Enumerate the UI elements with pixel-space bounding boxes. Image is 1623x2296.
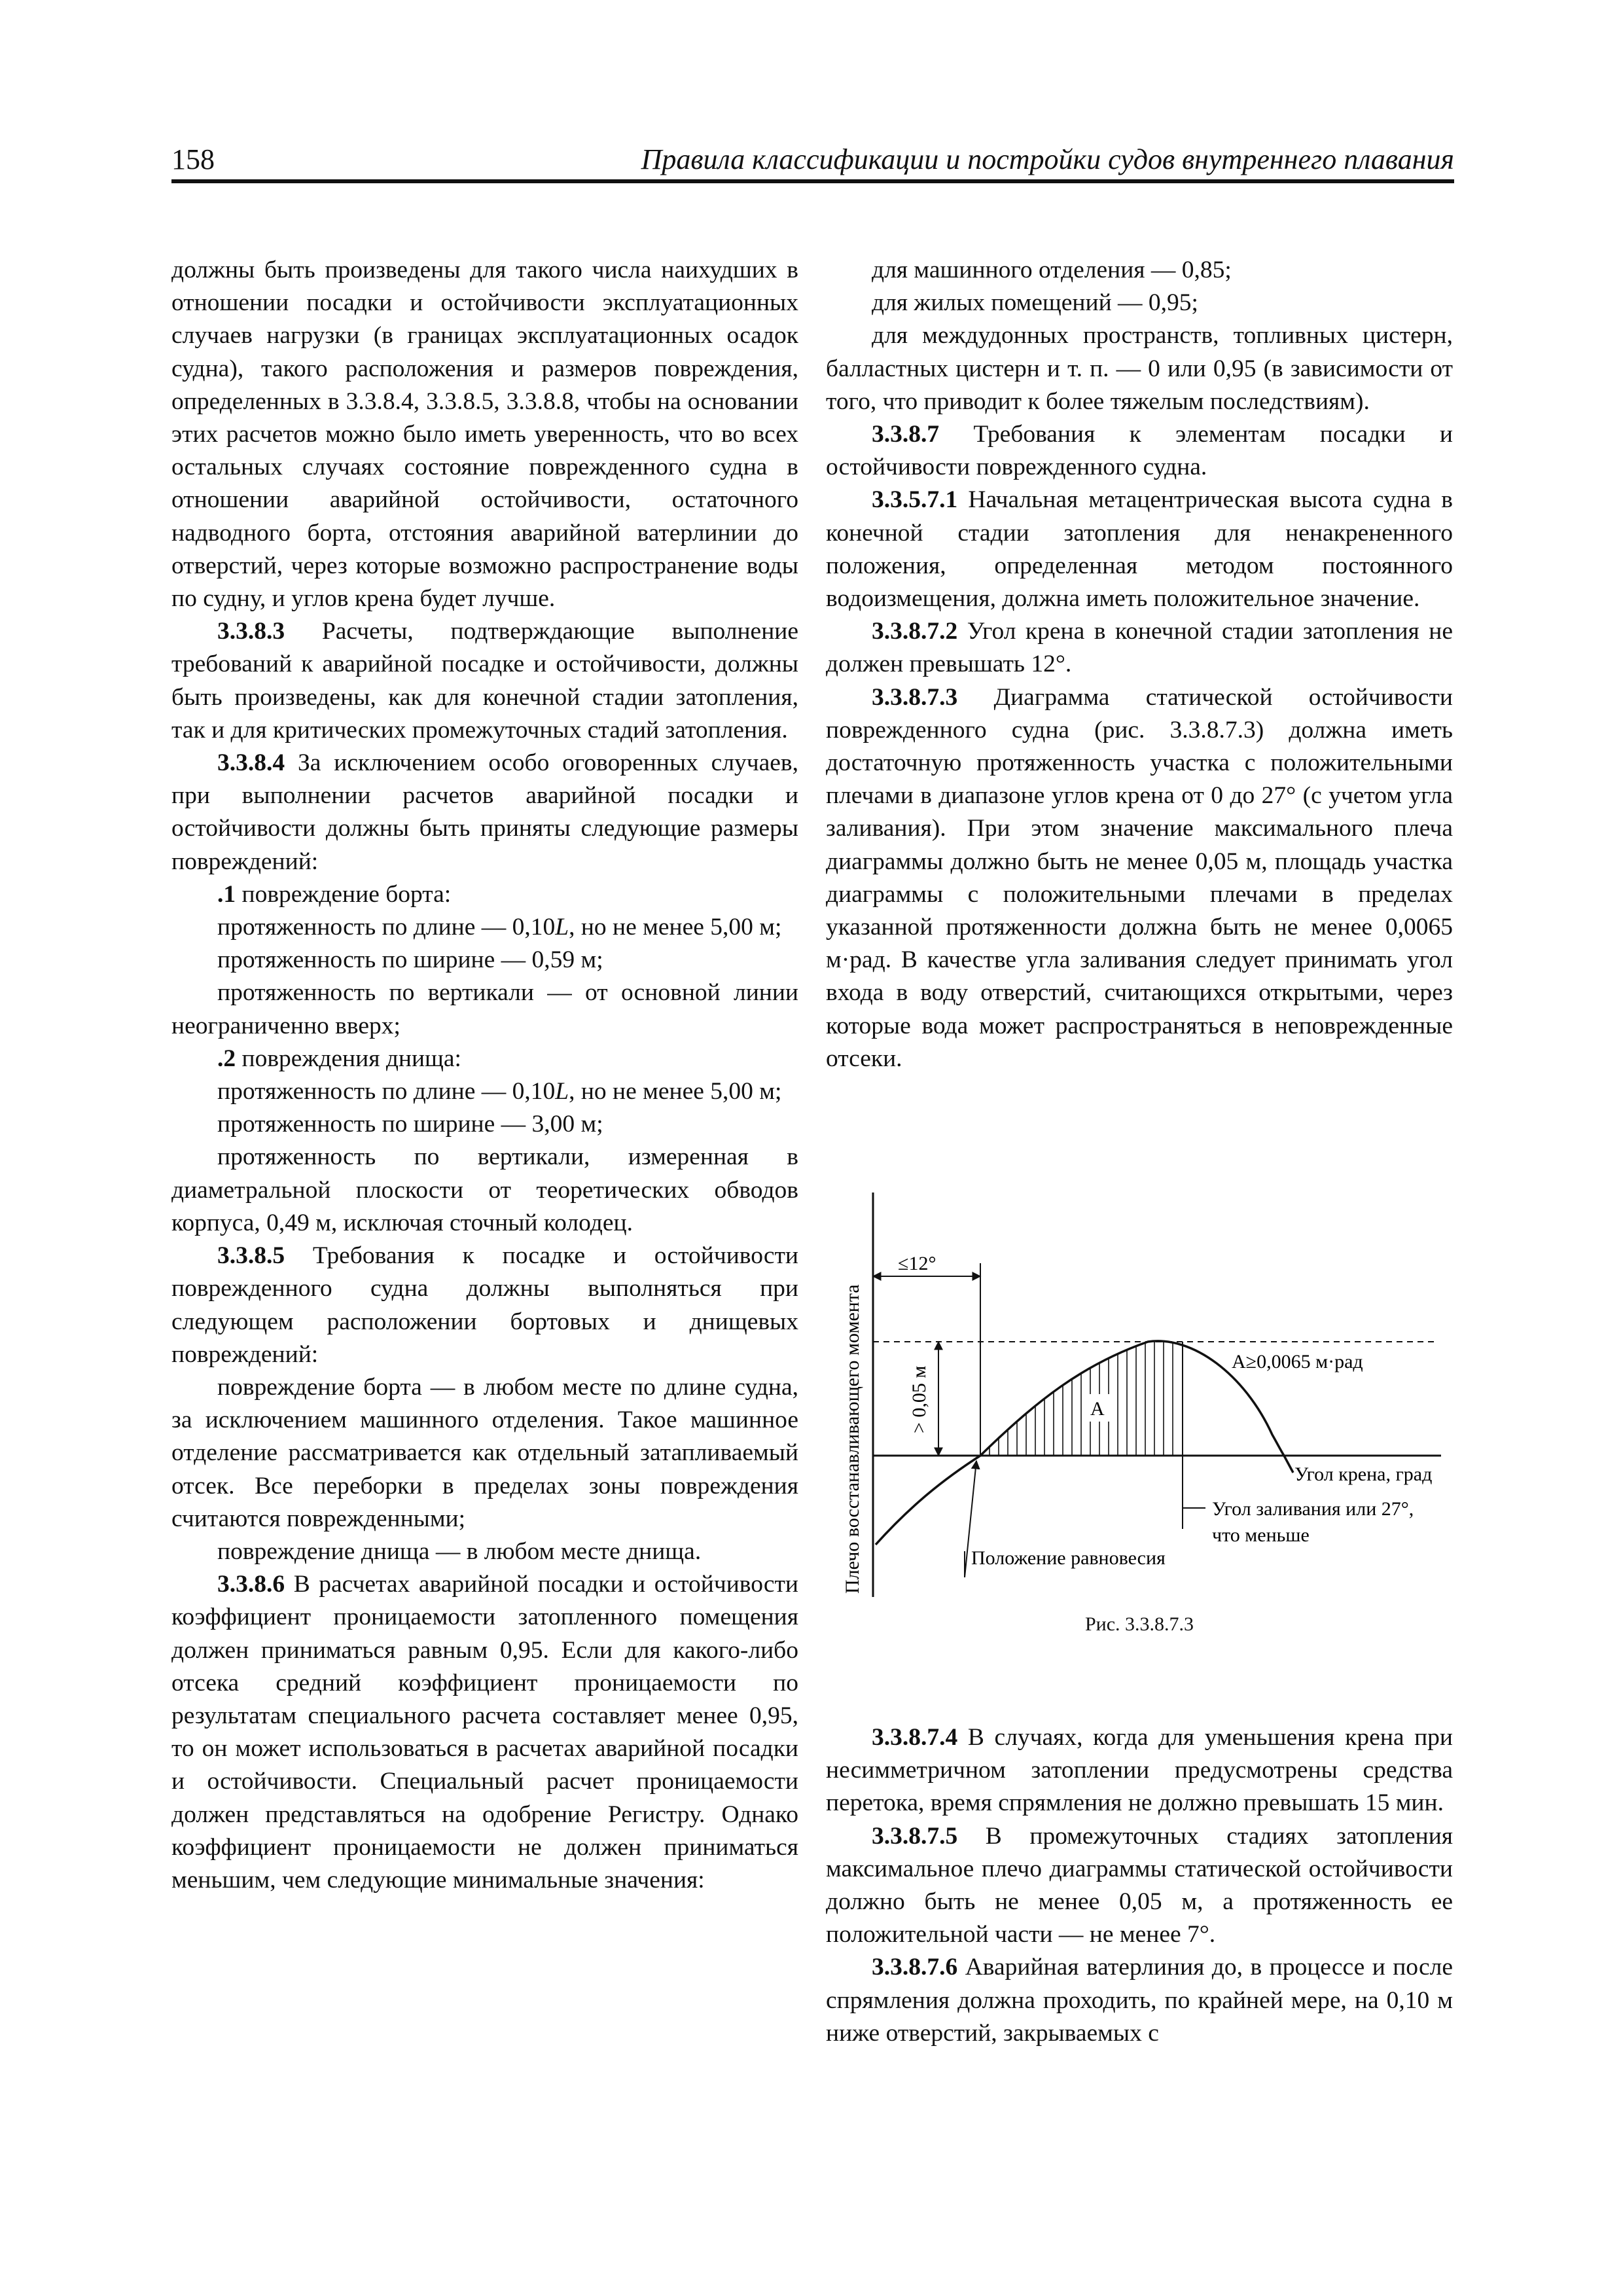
section-3-3-8-5 [171,1240,798,1371]
item-text: повреждение борта: [241,880,452,908]
list-subitem: протяженность по ширине — 3,00 м; [217,1111,603,1138]
section-number: 3.3.8.3 [217,618,285,645]
list-subitem [171,1075,798,1108]
subitem-text: протяженность по длине — 0,10 [217,1078,556,1105]
positive-area-hatching [990,1329,1173,1460]
length-symbol: L [555,914,569,941]
section-text: Угол крена в конечной стадии затопления не должен превышать 12°. [826,618,1453,678]
section-3-3-8-7-5 [826,1820,1453,1952]
section-text: Требования к посадке и остойчивости поврежденного судна должны выполняться при следующем расположении бортовых и днищевых повреждений: [171,1242,799,1368]
section-3-3-8-7-3 [826,681,1453,1075]
item-number: .2 [217,1045,236,1072]
right-column-continued [826,1721,1453,2050]
section-number: 3.3.8.5 [217,1242,285,1270]
x-axis-label: Угол крена, град [1294,1463,1433,1485]
section-number: 3.3.5.7.1 [872,486,958,514]
flooding-angle-label: Угол заливания или 27°, [1212,1498,1414,1520]
section-3-3-8-3 [171,615,798,747]
list-value: для машинного отделения — 0,85; [872,257,1232,283]
list-item-1 [171,878,798,911]
section-text: Аварийная ватерлиния до, в процессе и после спрямления должна проходить, по крайней мере, на 0,10 м ниже отверстий, закрываемых с [826,1954,1453,2047]
y-axis-label: Плечо восстанавливающего момента [842,1284,863,1594]
left-column [171,254,798,1897]
stability-diagram-figure [826,1178,1453,1656]
section-text: За исключением особо оговоренных случаев, при выполнении расчетов аварийной посадки и остойчивости должны быть приняты следующие размеры повреждений: [171,749,799,875]
figure-caption: Рис. 3.3.8.7.3 [1084,1613,1194,1635]
length-symbol: L [555,1078,569,1105]
heel-limit-label: ≤12° [898,1253,936,1274]
list-value: для междудонных пространств, топливных цистерн, балластных цистерн и т. п. — 0 или 0,95 (в зависимости от того, что приводит к более тяжелым последствиям). [826,322,1453,415]
list-subitem [171,911,798,944]
item-number: .1 [217,880,236,908]
section-number: 3.3.8.7.3 [872,683,958,711]
paragraph: повреждение днища — в любом месте днища. [217,1537,702,1565]
section-text: В промежуточных стадиях затопления максимальное плечо диаграммы статической остойчивости должно быть не менее 0,05 м, а протяженность ее положительной части — не менее 7°. [826,1822,1454,1948]
subitem-text: протяженность по длине — 0,10 [217,914,556,941]
section-3-3-8-7-4 [826,1721,1453,1820]
list-subitem: протяженность по ширине — 0,59 м; [217,946,603,974]
paragraph: должны быть произведены для такого числа наихудших в отношении посадки и остойчивости эксплуатационных случаев нагрузки (в границах эксплуатационных осадок судна), такого расположения и размеров повреждения, определенных в 3.3.8.4, 3.3.8.5, 3.3.8.8, чтобы на основании этих расчетов можно было иметь уверенность, что во всех остальных случаях состояние поврежденного судна в отношении аварийной остойчивости, остаточного надводного борта, отстояния аварийной ватерлинии до отверстий, через которые возможно распространение воды по судну, и углов крена будет лучше. [171,257,798,613]
section-3-3-8-4 [171,747,798,878]
running-title: Правила классификации и постройки судов внутреннего плавания [641,143,1454,175]
paragraph: повреждение борта — в любом месте по длине судна, за исключением машинного отделения. Такое машинное отделение рассматривается как отдельный затапливаемый отсек. Все переборки в пределах зоны повреждения считаются поврежденными; [171,1373,798,1532]
section-3-3-8-7-6 [826,1951,1453,2050]
subitem-text: , но не менее 5,00 м; [569,914,782,941]
section-number: 3.3.8.7 [872,421,940,448]
section-3-3-8-7-2 [826,615,1453,681]
section-text: Диаграмма статической остойчивости поврежденного судна (рис. 3.3.8.7.3) должна иметь достаточную протяженность участка с положительными плечами в диапазоне углов крена от 0 до 27° (с учетом угла заливания). При этом значение максимального плеча диаграммы должно быть не менее 0,05 м, площадь участка диаграммы с положительными плечами в пределах указанной протяженности должна быть не менее 0,0065 м·рад. В качестве угла заливания следует принимать угол входа в воду отверстий, считающихся открытыми, через которые вода может распространяться в неповрежденные отсеки. [826,683,1453,1072]
list-value: для жилых помещений — 0,95; [872,289,1198,317]
section-text: Расчеты, подтверждающие выполнение требований к аварийной посадке и остойчивости, должны быть произведены, как для конечной стадии затопления, так и для критических промежуточных стадий затопления. [171,618,798,744]
item-text: повреждения днища: [241,1045,461,1072]
area-requirement-label: A≥0,0065 м·рад [1232,1351,1363,1372]
equilibrium-label: Положение равновесия [971,1547,1166,1569]
area-letter: A [1090,1398,1105,1420]
max-arm-label: > 0,05 м [908,1365,930,1433]
section-number: 3.3.8.7.5 [872,1822,958,1850]
section-3-3-8-6 [171,1568,798,1897]
stability-diagram [826,1178,1453,1610]
section-3-3-5-7-1 [826,484,1453,615]
section-text: В случаях, когда для уменьшения крена при несимметричном затоплении предусмотрены средства перетока, время спрямления не должно превышать 15 мин. [826,1724,1453,1817]
section-text: Начальная метацентрическая высота судна в конечной стадии затопления для ненакрененного положения, определенная методом постоянного водоизмещения, должна иметь положительное значение. [826,486,1454,613]
section-number: 3.3.8.7.6 [872,1954,958,1981]
page-header [171,143,1454,183]
section-text: Требования к элементам посадки и остойчивости поврежденного судна. [826,421,1453,481]
list-item-2 [171,1043,798,1075]
section-text: В расчетах аварийной посадки и остойчивости коэффициент проницаемости затопленного помещения должен приниматься равным 0,95. Если для какого-либо отсека средний коэффициент проницаемости по результатам специального расчета составляет менее 0,95, то он может использоваться в расчетах аварийной посадки и остойчивости. Специальный расчет проницаемости должен представляться на одобрение Регистру. Однако коэффициент проницаемости не должен приниматься меньшим, чем следующие минимальные значения: [171,1571,798,1893]
page-number: 158 [171,143,215,175]
subitem-text: , но не менее 5,00 м; [569,1078,782,1105]
section-number: 3.3.8.6 [217,1571,285,1598]
section-number: 3.3.8.7.2 [872,618,958,645]
list-subitem: протяженность по вертикали — от основной линии неограниченно вверх; [171,979,798,1039]
section-number: 3.3.8.7.4 [872,1724,958,1751]
right-column [826,254,1453,1075]
section-3-3-8-7 [826,418,1453,484]
list-subitem: протяженность по вертикали, измеренная в диаметральной плоскости от теоретических обводов корпуса, 0,49 м, исключая сточный колодец. [171,1143,798,1236]
flooding-angle-label-2: что меньше [1212,1524,1310,1546]
section-number: 3.3.8.4 [217,749,285,777]
